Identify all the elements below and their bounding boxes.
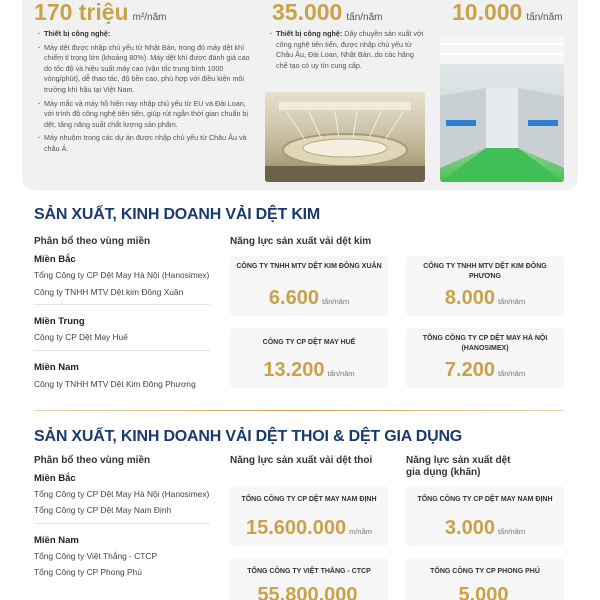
divider — [34, 304, 210, 305]
region-central: Miền Trung — [34, 316, 85, 327]
capacity-heading: Năng lực sản xuất vải dệt kim — [230, 236, 372, 247]
capacity-card-value: 7.200 tấn/năm — [444, 359, 526, 381]
capacity-card-company: TỔNG CÔNG TY CP DỆT MAY NAM ĐỊNH — [241, 496, 377, 503]
equipment-item: · Máy nhuộm trong các dự án được nhập chủ yếu từ Châu Âu và châu Á. — [38, 133, 250, 154]
capacity-card-company: CÔNG TY TNHH MTV DỆT KIM ĐÔNG XUÂN — [236, 263, 382, 270]
company-item: Tổng Công ty Việt Thắng - CTCP — [34, 551, 158, 561]
capacity-heading: Năng lực sản xuất vải dệt thoi — [230, 455, 373, 466]
region-north: Miền Bắc — [34, 473, 76, 484]
capacity-card-value: 15.600.000 m/năm — [245, 517, 373, 539]
capacity-card-company: CÔNG TY TNHH MTV DỆT KIM ĐÔNG PHƯƠNG — [423, 263, 547, 280]
capacity-col2 — [272, 0, 383, 30]
capacity-value: 10.000 — [452, 0, 523, 25]
capacity-card-company: TỔNG CÔNG TY CP DỆT MAY NAM ĐỊNH — [417, 496, 553, 503]
section-divider — [34, 410, 564, 411]
section-title-woven: SẢN XUẤT, KINH DOANH VẢI DỆT THOI & DỆT GIA DỤNG — [34, 428, 463, 445]
capacity-card-value: 8.000 tấn/năm — [444, 287, 526, 309]
divider — [34, 350, 210, 351]
capacity-card-value: 6.600 tấn/năm — [268, 287, 350, 309]
capacity-card-value: 3.000 tấn/năm — [444, 517, 526, 539]
distribution-heading: Phân bổ theo vùng miền — [34, 236, 151, 247]
capacity-unit: tấn/năm — [346, 12, 383, 23]
company-item: Tổng Công ty CP Dệt May Hà Nội (Hanosimex) — [34, 489, 210, 499]
equipment-item: · Máy dệt được nhập chủ yếu từ Nhật Bản, trong đó máy dệt khí chiếm tỉ trọng lớn (khoảng 80%). Máy dệt khí được đánh giá cao do tốc độ và hiệu suất máy cao (vận tốc trung bình 1000 vòng/phút), dễ thao tác, độ bền cao, phù hợp với điều kiện môi trường khí hậu tại Việt Nam. — [38, 43, 250, 96]
capacity-unit: tấn/năm — [526, 12, 563, 23]
capacity-card — [230, 328, 388, 388]
company-item: Tổng Công ty CP Dệt May Nam Định — [34, 505, 172, 515]
section-title-knit: SẢN XUẤT, KINH DOANH VẢI DỆT KIM — [34, 206, 321, 223]
capacity-value: 35.000 — [272, 0, 343, 25]
capacity-card — [406, 486, 564, 546]
capacity-card-company: CÔNG TY CP DỆT MAY HUẾ — [262, 339, 356, 346]
capacity-value: 170 triệu — [34, 0, 129, 25]
equipment-block-1 — [38, 29, 250, 158]
capacity-card — [230, 256, 388, 316]
factory-floor-photo — [440, 36, 564, 182]
equipment-block-2 — [270, 29, 426, 74]
region-south: Miền Nam — [34, 535, 79, 546]
capacity-col1 — [34, 0, 167, 30]
capacity-card-company: TỔNG CÔNG TY CP DỆT MAY HÀ NỘI (HANOSIMEX) — [422, 335, 548, 352]
company-item: Công ty TNHH MTV Dệt kim Đông Xuân — [34, 287, 184, 297]
company-item: Tổng Công ty CP Dệt May Hà Nội (Hanosimex) — [34, 270, 210, 280]
capacity-card — [406, 256, 564, 316]
capacity-card — [230, 486, 388, 546]
capacity-card — [406, 558, 564, 600]
capacity-card — [230, 558, 388, 600]
knitting-machine-photo — [265, 92, 425, 182]
equipment-title: · Thiết bị công nghệ: — [38, 29, 250, 40]
region-north: Miền Bắc — [34, 254, 76, 265]
capacity-card-company: TỔNG CÔNG TY CP PHONG PHÚ — [430, 568, 540, 575]
capacity-card-company: TỔNG CÔNG TY VIỆT THẮNG - CTCP — [247, 568, 371, 575]
distribution-heading: Phân bổ theo vùng miền — [34, 455, 151, 466]
capacity-card — [406, 328, 564, 388]
region-south: Miền Nam — [34, 362, 79, 373]
capacity-unit: m²/năm — [132, 12, 167, 23]
equipment-item: · Thiết bị công nghệ: Dây chuyền sản xuất với công nghệ tiên tiến, được nhập chủ yếu từ Châu Âu, Đài Loan, Nhật Bản..do các hãng chế tạo có uy tín cung cấp. — [270, 29, 426, 71]
capacity-card-value: 13.200 tấn/năm — [263, 359, 355, 381]
equipment-item: · Máy mắc và máy hồ hiện nay nhập chủ yếu từ EU và Đài Loan, với trình độ công nghệ tiên tiến, giúp rút ngắn thời gian chuẩn bị dệt, tăng năng suất chất lượng sản phẩm. — [38, 99, 250, 131]
capacity-heading-household: Năng lực sản xuất dệt gia dụng (khăn) — [406, 455, 511, 478]
capacity-col3 — [452, 0, 563, 30]
capacity-card-value: 5.000 — [458, 584, 509, 600]
company-item: Công ty CP Dệt May Huế — [34, 332, 128, 342]
company-item: Công ty TNHH MTV Dệt Kim Đông Phương — [34, 379, 196, 389]
capacity-card-value: 55.800.000 — [257, 584, 358, 600]
divider — [34, 523, 210, 524]
company-item: Tổng Công ty CP Phong Phú — [34, 567, 142, 577]
